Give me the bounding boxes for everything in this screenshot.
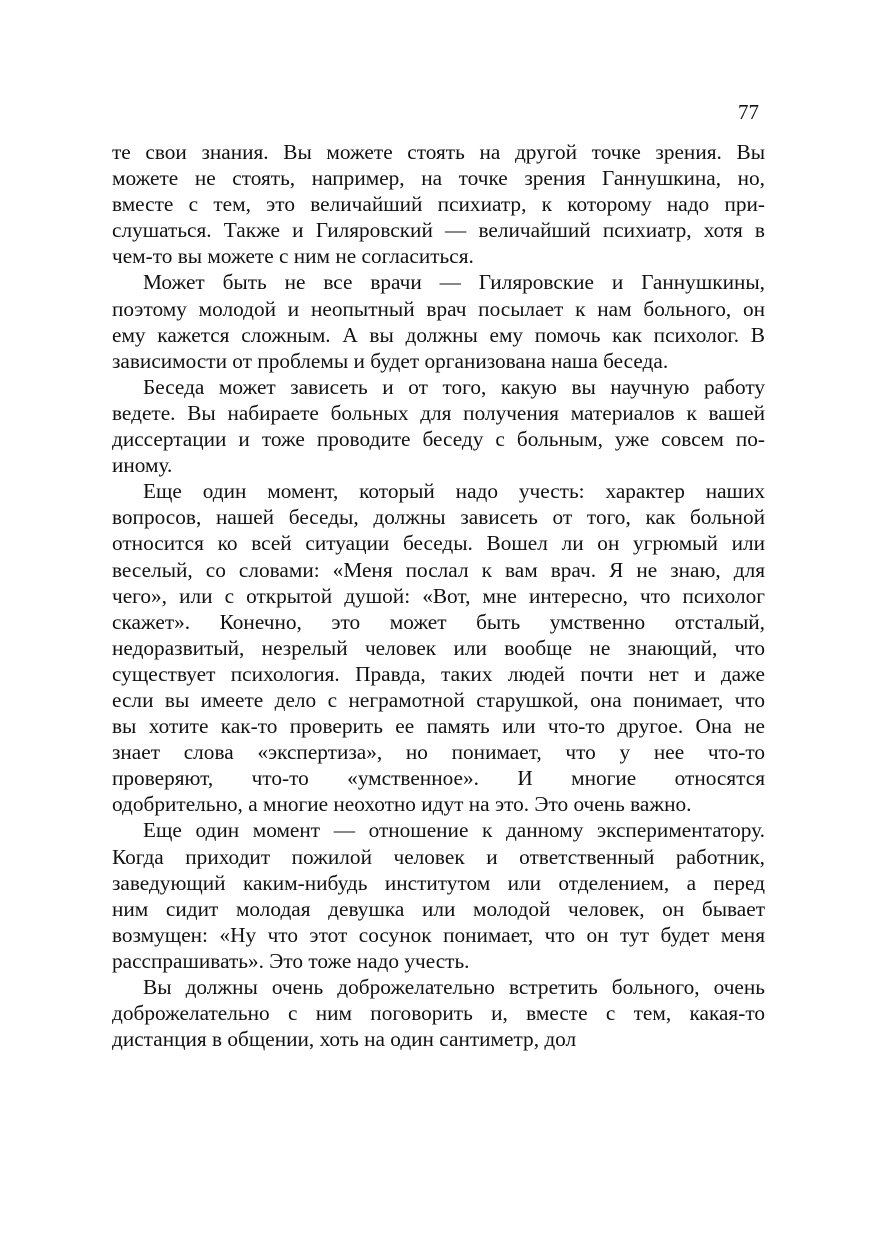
text-line: вопросов, нашей беседы, должны зависеть от того, как больной: [112, 505, 765, 530]
text-line: ним сидит молодая девушка или молодой человек, он бывает: [112, 896, 765, 921]
text-line: Еще один момент — отношение к данному экспериментатору.: [143, 818, 765, 843]
text-line: скажет». Конечно, это может быть умственно отсталый,: [112, 609, 765, 634]
text-line: недоразвитый, незрелый человек или вообще не знающий, что: [112, 635, 765, 660]
text-line: Еще один момент, который надо учесть: характер наших: [143, 479, 765, 504]
text-line: слушаться. Также и Гиляровский — величайший психиатр, хотя в: [112, 218, 765, 243]
text-line: иному.: [112, 453, 173, 478]
text-line: одобрительно, а многие неохотно идут на это. Это очень важно.: [112, 792, 692, 817]
text-line: можете не стоять, например, на точке зрения Ганнушкина, но,: [112, 166, 765, 191]
text-line: Вы должны очень доброжелательно встретить больного, очень: [143, 975, 765, 999]
text-line: вместе с тем, это величайший психиатр, к которому надо при-: [112, 192, 765, 217]
text-line: Может быть не все врачи — Гиляровские и Ганнушкины,: [143, 270, 765, 295]
text-line: веселый, со словами: «Меня послал к вам врач. Я не знаю, для: [112, 557, 765, 582]
text-line: диссертации и тоже проводите беседу с больным, уже совсем по-: [112, 427, 765, 452]
text-line: если вы имеете дело с неграмотной старушкой, она понимает, что: [112, 687, 765, 712]
text-line: поэтому молодой и неопытный врач посылает к нам больного, он: [112, 296, 765, 321]
text-line: знает слова «экспертиза», но понимает, что у нее что-то: [112, 740, 765, 765]
text-line: проверяют, что-то «умственное». И многие относятся: [112, 766, 765, 791]
text-line: дистанция в общении, хоть на один сантиметр, дол: [112, 1027, 577, 1052]
text-line: существует психология. Правда, таких людей почти нет и даже: [112, 661, 765, 686]
text-line: вы хотите как-то проверить ее память или что-то другое. Она не: [112, 714, 765, 739]
text-line: возмущен: «Ну что этот сосунок понимает, что он тут будет меня: [112, 922, 765, 947]
page-number: 77: [738, 100, 759, 124]
text-line: Беседа может зависеть и от того, какую вы научную работу: [143, 374, 765, 399]
text-line: зависимости от проблемы и будет организована наша беседа.: [112, 348, 669, 373]
text-line: чего», или с открытой душой: «Вот, мне интересно, что психолог: [112, 583, 765, 608]
text-line: ему кажется сложным. А вы должны ему помочь как психолог. В: [112, 322, 765, 347]
text-line: ведете. Вы набираете больных для получения материалов к вашей: [112, 400, 765, 425]
text-line: расспрашивать». Это тоже надо учесть.: [112, 948, 470, 973]
text-line: доброжелательно с ним поговорить и, вместе с тем, какая-то: [112, 1001, 765, 1026]
text-line: заведующий каким-нибудь институтом или отделением, а перед: [112, 870, 765, 895]
text-line: чем-то вы можете с ним не согласиться.: [112, 244, 474, 269]
text-line: Когда приходит пожилой человек и ответственный работник,: [112, 844, 765, 869]
body-text: [112, 139, 765, 1052]
text-line: те свои знания. Вы можете стоять на другой точке зрения. Вы: [112, 140, 765, 164]
text-line: относится ко всей ситуации беседы. Вошел ли он угрюмый или: [112, 531, 765, 556]
